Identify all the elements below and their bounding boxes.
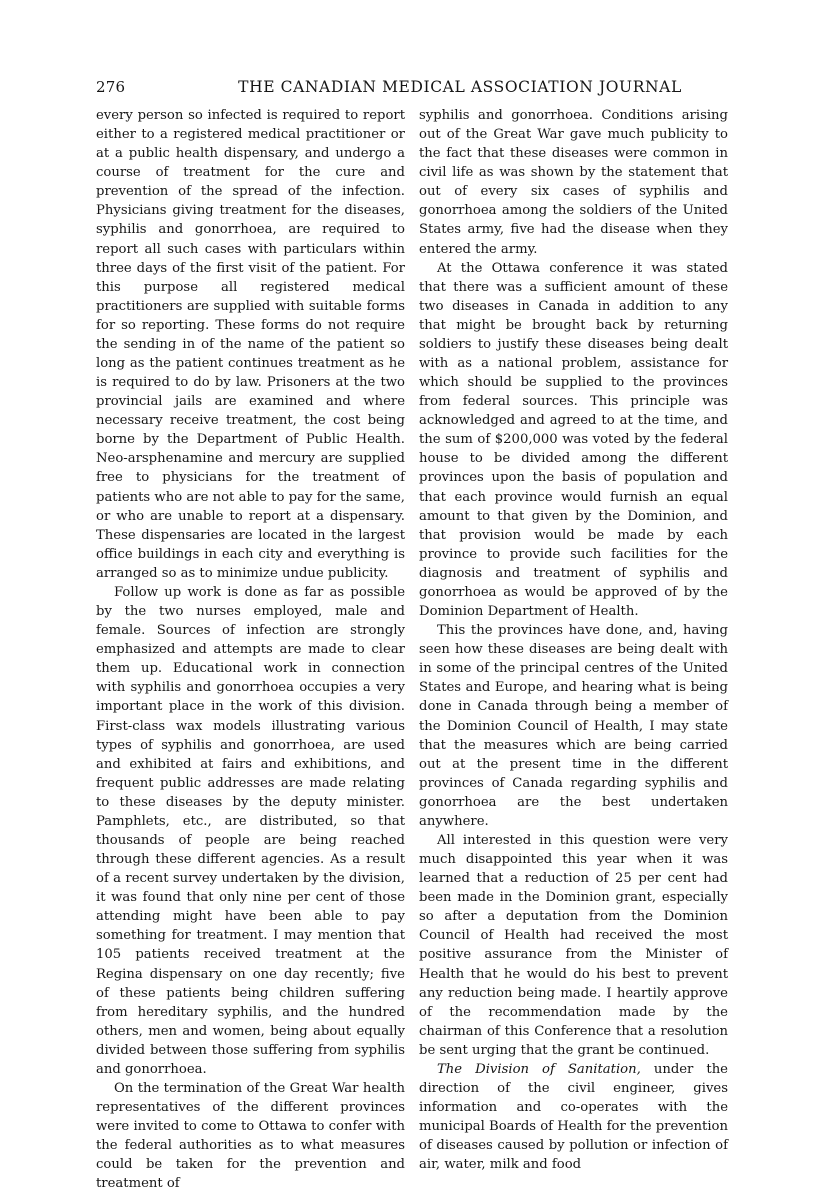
paragraph: Follow up work is done as far as possible by the two nurses employed, male and female. Sources of infection are strongly emphasized and attempts are made to clear them up. Educational work in connection with syphilis and gonorrhoea occupies a very important place in the work of this division. First-class wax models illustrating various types of syphilis and gonorrhoea, are used and exhibited at fairs and exhibitions, and frequent public addresses are made relating to these diseases by the deputy minister. Pamphlets, etc., are distributed, so that thousands of people are being reached through these different agencies. As a result of a recent survey undertaken by the division, it was found that only nine per cent of those attending might have been able to pay something for treatment. I may mention that 105 patients received treatment at the Regina dispensary on one day recently; five of these patients being children suffering from hereditary syphilis, and the hundred others, men and women, being about equally divided between those suffering from syphilis and gonorrhoea. [96,584,405,1077]
page-number: 276 [96,78,126,96]
journal-title: THE CANADIAN MEDICAL ASSOCIATION JOURNAL [238,78,682,96]
paragraph: All interested in this question were very much disappointed this year when it was learned that a reduction of 25 per cent had been made in the Dominion grant, especially so after a deputation from the Dominion Council of Health had received the most positive assurance from the Minister of Health that he would do his best to prevent any reduction being made. I heartily approve of the recommendation made by the chairman of this Conference that a resolution be sent urging that the grant be continued. [419,832,728,1058]
left-column [96,106,405,1193]
paragraph-text: under the direction of the civil engineer, gives information and co-operates with the municipal Boards of Health for the prevention of diseases caused by pollution or infection of air, water, milk and food [419,1061,728,1173]
italic-heading: The Division of Sanitation, [437,1061,641,1077]
right-column [419,106,728,1174]
paragraph: This the provinces have done, and, having seen how these diseases are being dealt with in some of the principal centres of the United States and Europe, and hearing what is being done in Canada through being a member of the Dominion Council of Health, I may state that the measures which are being carried out at the present time in the different provinces of Canada regarding syphilis and gonorrhoea are the best undertaken anywhere. [419,623,728,829]
paragraph: syphilis and gonorrhoea. Conditions arising out of the Great War gave much publicity to the fact that these diseases were common in civil life as was shown by the statement that out of every six cases of syphilis and gonorrhoea among the soldiers of the United States army, five had the disease when they entered the army. [419,108,728,257]
paragraph: every person so infected is required to report either to a registered medical practitioner or at a public health dispensary, and undergo a course of treatment for the cure and prevention of the spread of the infection. Physicians giving treatment for the diseases, syphilis and gonorrhoea, are required to report all such cases with particulars within three days of the first visit of the patient. For this purpose all registered medical practitioners are supplied with suitable forms for so reporting. These forms do not require the sending in of the name of the patient so long as the patient continues treatment as he is required to do by law. Prisoners at the two provincial jails are examined and where necessary receive treatment, the cost being borne by the Department of Public Health. Neo-arsphenamine and mercury are supplied free to physicians for the treatment of patients who are not able to pay for the same, or who are unable to report at a dispensary. These dispensaries are located in the largest office buildings in each city and everything is arranged so as to minimize undue publicity. [96,108,405,581]
paragraph-division-of-sanitation [419,1060,728,1174]
paragraph: At the Ottawa conference it was stated that there was a sufficient amount of these two diseases in Canada in addition to any that might be brought back by returning soldiers to justify these diseases being dealt with as a national problem, assistance for which should be supplied to the provinces from federal sources. This principle was acknowledged and agreed to at the time, and the sum of $200,000 was voted by the federal house to be divided among the different provinces upon the basis of population and that each province would furnish an equal amount to that given by the Dominion, and that provision would be made by each province to provide such facilities for the diagnosis and treatment of syphilis and gonorrhoea as would be approved of by the Dominion Department of Health. [419,260,728,620]
paragraph: On the termination of the Great War health representatives of the different provinces were invited to come to Ottawa to confer with the federal authorities as to what measures could be taken for the prevention and treatment of [96,1080,405,1192]
page-header [96,78,724,100]
